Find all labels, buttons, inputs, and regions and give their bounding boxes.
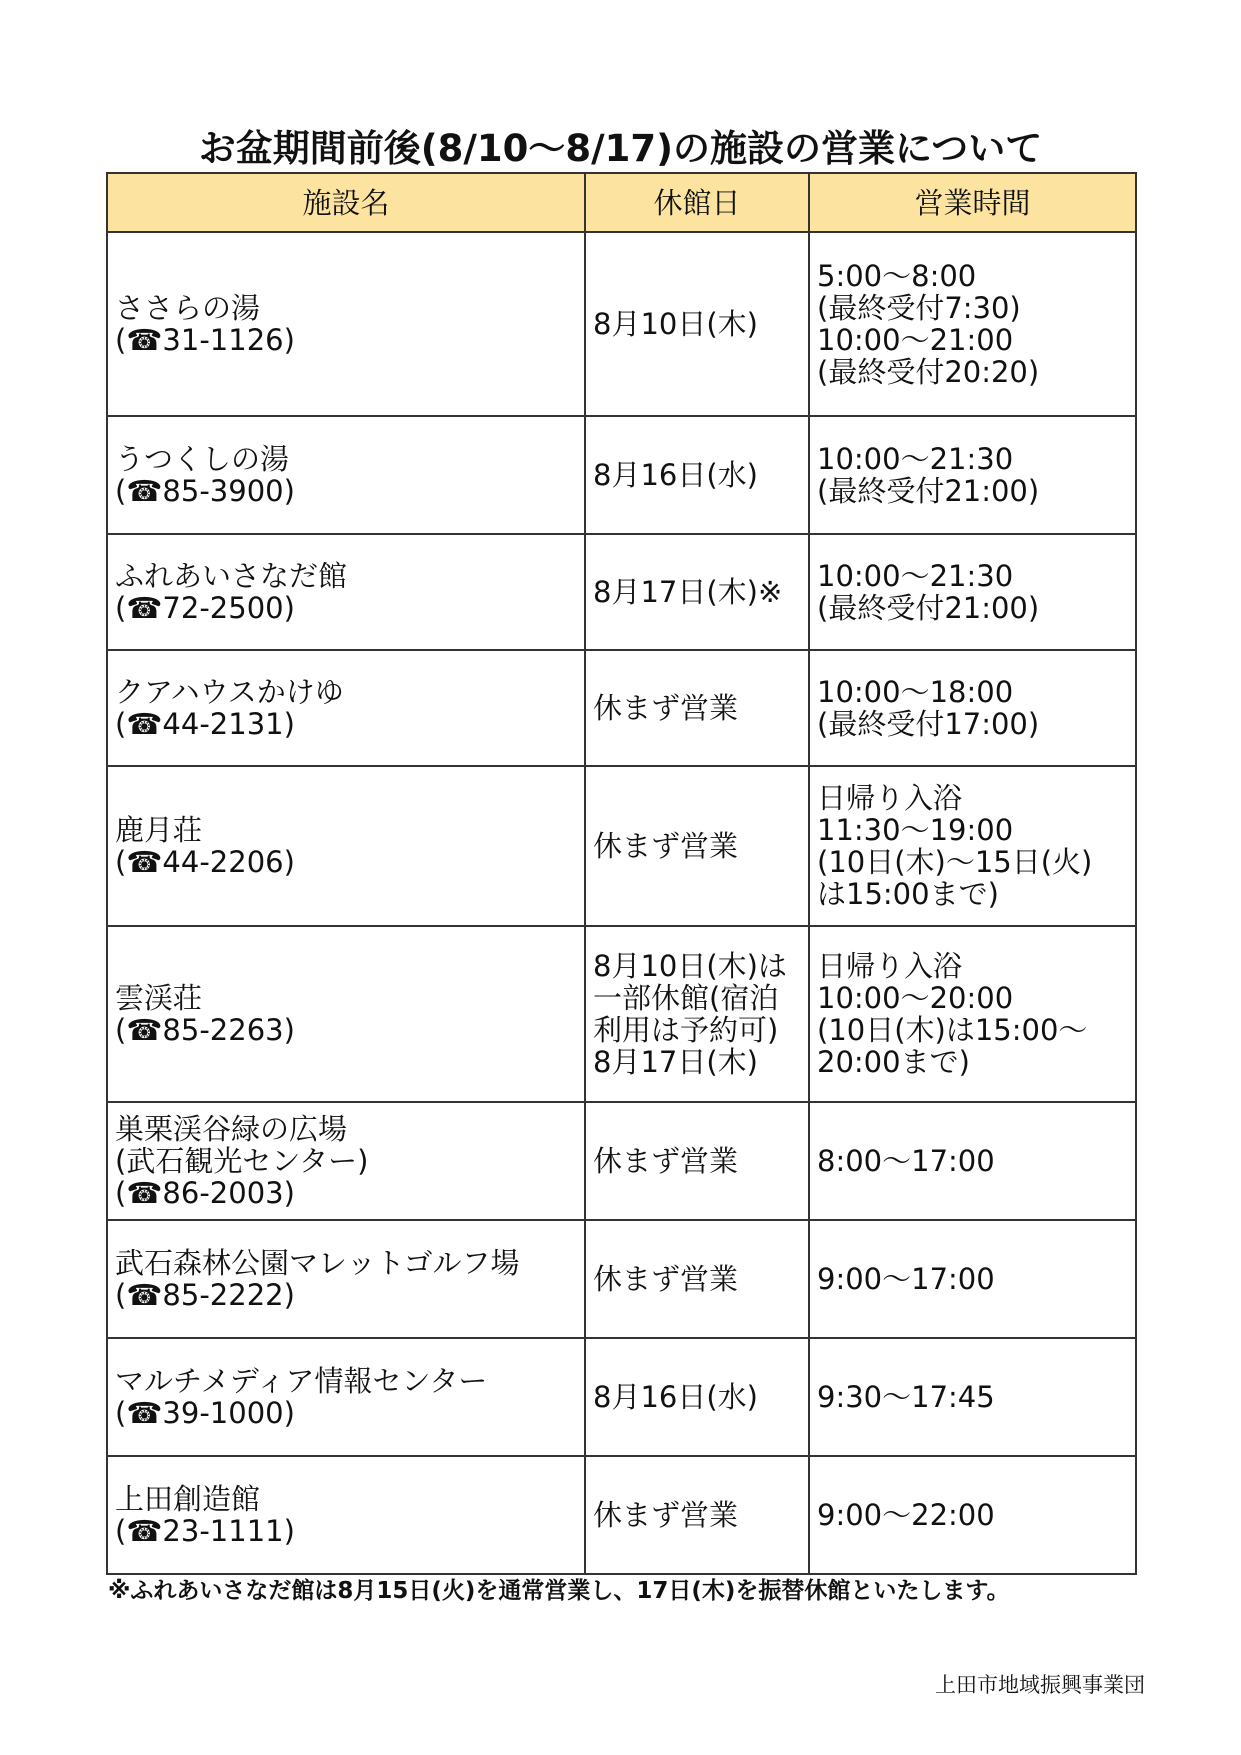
closed-day-cell-line: 休まず営業 [593, 691, 739, 725]
organization-name: 上田市地域振興事業団 [935, 1673, 1145, 1697]
page-title: お盆期間前後(8/10～8/17)の施設の営業について [198, 127, 1043, 170]
facility-name-cell-line: クアハウスかけゆ [115, 675, 344, 709]
table-row [107, 1102, 1136, 1220]
business-hours-cell-line: 5:00～8:00 [817, 259, 977, 293]
facility-name-cell-line: (☎44-2206) [115, 845, 295, 879]
business-hours-cell-line: 11:30～19:00 [817, 813, 1014, 847]
facility-name-cell-line: (☎85-2222) [115, 1278, 295, 1312]
closed-day-cell [585, 1102, 809, 1220]
facility-name-cell-line: 上田創造館 [115, 1482, 261, 1516]
closed-day-cell-line: 8月10日(木) [593, 307, 758, 341]
facility-name-cell-line: 鹿月荘 [115, 813, 203, 847]
facility-name-cell-line: (☎85-3900) [115, 474, 295, 508]
business-hours-cell [809, 1338, 1136, 1456]
facility-name-cell-line: (☎85-2263) [115, 1013, 295, 1047]
business-hours-cell-line: 日帰り入浴 [817, 949, 963, 983]
facility-name-cell [107, 416, 585, 534]
business-hours-cell [809, 1456, 1136, 1574]
business-hours-cell-line: 10:00～21:00 [817, 323, 1014, 357]
facility-name-cell [107, 650, 585, 766]
table-row [107, 416, 1136, 534]
table-row [107, 534, 1136, 650]
footnote: ※ふれあいさなだ館は8月15日(火)を通常営業し、17日(木)を振替休館といたします。 [108, 1578, 1010, 1604]
business-hours-cell-line: は15:00まで) [817, 877, 999, 911]
business-hours-cell-line: 10:00～21:30 [817, 559, 1014, 593]
closed-day-cell-line: 利用は予約可) [593, 1013, 779, 1047]
facility-name-cell-line: (☎86-2003) [115, 1176, 295, 1210]
facility-name-cell-line: うつくしの湯 [115, 442, 290, 476]
facility-name-cell [107, 232, 585, 416]
facility-name-cell-line: 雲渓荘 [115, 981, 203, 1015]
facility-name-cell-line: (☎39-1000) [115, 1396, 295, 1430]
table-row [107, 232, 1136, 416]
business-hours-cell-line: 10:00～21:30 [817, 442, 1014, 476]
business-hours-cell-line: (最終受付20:20) [817, 355, 1040, 389]
facility-name-cell [107, 1102, 585, 1220]
business-hours-cell-line: 9:00～22:00 [817, 1498, 995, 1532]
closed-day-cell-line: 休まず営業 [593, 1144, 739, 1178]
closed-day-cell [585, 534, 809, 650]
facility-name-cell-line: (☎31-1126) [115, 323, 295, 357]
business-hours-cell [809, 534, 1136, 650]
business-hours-cell-line: 8:00～17:00 [817, 1144, 995, 1178]
facility-name-cell-line: ささらの湯 [115, 291, 261, 325]
facility-name-cell-line: (武石観光センター) [115, 1144, 369, 1178]
table-row [107, 650, 1136, 766]
closed-day-cell [585, 650, 809, 766]
facility-name-cell [107, 766, 585, 926]
closed-day-cell [585, 1338, 809, 1456]
business-hours-cell-line: 10:00～20:00 [817, 981, 1014, 1015]
facility-name-cell [107, 1220, 585, 1338]
facility-name-cell-line: マルチメディア情報センター [115, 1364, 488, 1398]
business-hours-cell [809, 650, 1136, 766]
closed-day-cell [585, 926, 809, 1102]
business-hours-cell [809, 416, 1136, 534]
header-business-hours: 営業時間 [809, 173, 1136, 232]
closed-day-cell-line: 一部休館(宿泊 [593, 981, 779, 1015]
closed-day-cell-line: 休まず営業 [593, 1498, 739, 1532]
table-row [107, 1338, 1136, 1456]
closed-day-cell-line: 8月16日(水) [593, 1380, 758, 1414]
business-hours-cell [809, 766, 1136, 926]
business-hours-cell-line: 9:30～17:45 [817, 1380, 995, 1414]
table-row [107, 926, 1136, 1102]
facility-name-cell-line: ふれあいさなだ館 [115, 559, 348, 593]
facility-name-cell-line: 巣栗渓谷緑の広場 [115, 1112, 348, 1146]
facility-hours-table [106, 172, 1137, 1575]
business-hours-cell-line: 10:00～18:00 [817, 675, 1014, 709]
closed-day-cell-line: 休まず営業 [593, 1262, 739, 1296]
business-hours-cell [809, 232, 1136, 416]
business-hours-cell-line: 9:00～17:00 [817, 1262, 995, 1296]
table-row [107, 766, 1136, 926]
business-hours-cell [809, 1102, 1136, 1220]
business-hours-cell-line: (最終受付17:00) [817, 707, 1040, 741]
closed-day-cell [585, 1456, 809, 1574]
facility-name-cell [107, 926, 585, 1102]
table-row [107, 1456, 1136, 1574]
closed-day-cell-line: 8月17日(木) [593, 1045, 758, 1079]
business-hours-cell-line: (最終受付21:00) [817, 591, 1040, 625]
closed-day-cell [585, 1220, 809, 1338]
closed-day-cell [585, 416, 809, 534]
closed-day-cell-line: 8月17日(木)※ [593, 575, 783, 609]
header-facility-name: 施設名 [107, 173, 585, 232]
business-hours-cell-line: 20:00まで) [817, 1045, 970, 1079]
facility-name-cell-line: 武石森林公園マレットゴルフ場 [115, 1246, 520, 1280]
closed-day-cell [585, 232, 809, 416]
closed-day-cell-line: 8月10日(木)は [593, 949, 787, 983]
facility-name-cell [107, 1456, 585, 1574]
closed-day-cell [585, 766, 809, 926]
facility-name-cell [107, 1338, 585, 1456]
business-hours-cell-line: (最終受付7:30) [817, 291, 1021, 325]
business-hours-cell [809, 1220, 1136, 1338]
business-hours-cell [809, 926, 1136, 1102]
closed-day-cell-line: 休まず営業 [593, 829, 739, 863]
business-hours-cell-line: (最終受付21:00) [817, 474, 1040, 508]
facility-name-cell-line: (☎72-2500) [115, 591, 295, 625]
facility-name-cell-line: (☎23-1111) [115, 1514, 295, 1548]
facility-name-cell-line: (☎44-2131) [115, 707, 295, 741]
business-hours-cell-line: (10日(木)は15:00～ [817, 1013, 1088, 1047]
header-closed-day: 休館日 [585, 173, 809, 232]
business-hours-cell-line: 日帰り入浴 [817, 781, 963, 815]
business-hours-cell-line: (10日(木)～15日(火) [817, 845, 1093, 879]
facility-name-cell [107, 534, 585, 650]
table-header-row [107, 173, 1136, 232]
closed-day-cell-line: 8月16日(水) [593, 458, 758, 492]
table-row [107, 1220, 1136, 1338]
